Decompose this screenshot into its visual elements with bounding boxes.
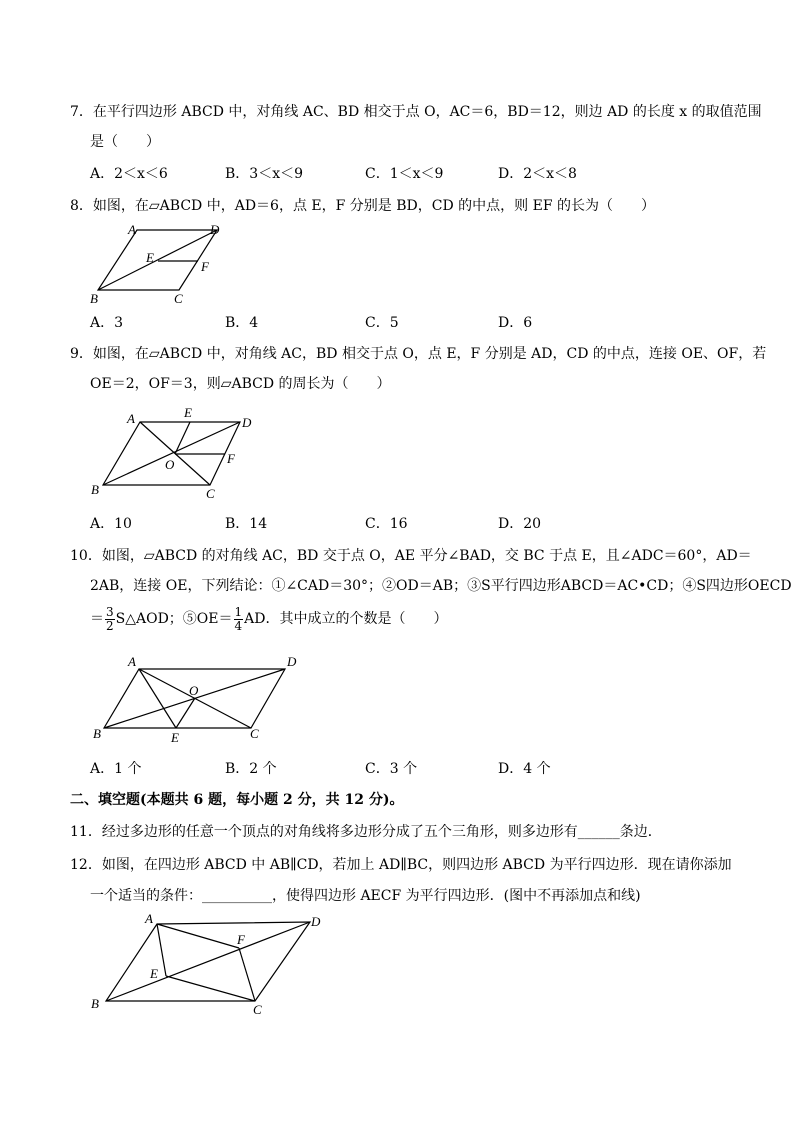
q10-option-c: C．3 个 xyxy=(365,761,418,777)
q9-label-b: B xyxy=(91,482,99,497)
q8-label-e: E xyxy=(146,250,154,265)
q11-line1: 11．经过多边形的任意一个顶点的对角线将多边形分成了五个三角形，则多边形有______条边． xyxy=(70,824,662,840)
q7-option-d: D．2＜x＜8 xyxy=(498,166,577,182)
q10-label-o: O xyxy=(189,683,199,698)
q10-segment-oe xyxy=(176,698,195,728)
q12-label-c: C xyxy=(253,1002,262,1017)
q9-label-c: C xyxy=(206,486,215,501)
q8-label-f: F xyxy=(201,259,209,274)
q9-label-e: E xyxy=(184,405,192,420)
q7-line1: 7．在平行四边形 ABCD 中，对角线 AC、BD 相交于点 O，AC＝6，BD＝12，则边 AD 的长度 x 的取值范围 xyxy=(70,104,762,120)
section2-heading: 二、填空题(本题共 6 题，每小题 2 分，共 12 分)。 xyxy=(70,792,404,808)
q8-label-c: C xyxy=(174,291,183,306)
q9-label-f: F xyxy=(227,451,235,466)
q12-line2: 一个适当的条件：__________，使得四边形 AECF 为平行四边形．(图中不再添加点和线) xyxy=(90,888,641,904)
q8-label-d: D xyxy=(210,222,220,237)
q10-option-b: B．2 个 xyxy=(225,761,277,777)
q9-option-b: B．14 xyxy=(225,516,268,532)
q8-option-b: B．4 xyxy=(225,315,259,331)
q12-figure xyxy=(85,910,330,1020)
q9-option-c: C．16 xyxy=(365,516,408,532)
q9-option-d: D．20 xyxy=(498,516,542,532)
q10-line1: 10．如图，▱ABCD 的对角线 AC，BD 交于点 O，AE 平分∠BAD，交 BC 于点 E，且∠ADC＝60°，AD＝ xyxy=(70,548,752,564)
q7-line2: 是（ ） xyxy=(90,134,160,150)
q12-segment-cf xyxy=(239,948,255,1001)
q7-option-b: B．3＜x＜9 xyxy=(225,166,303,182)
q7-option-c: C．1＜x＜9 xyxy=(365,166,444,182)
q8-option-d: D．6 xyxy=(498,315,533,331)
q10-frac2-den: 4 xyxy=(234,618,243,633)
q9-option-a: A．10 xyxy=(90,516,132,532)
q9-label-o: O xyxy=(165,457,175,472)
q12-label-f: F xyxy=(237,932,245,947)
q8-label-b: B xyxy=(90,291,98,306)
q10-figure xyxy=(85,650,315,745)
q10-label-a: A xyxy=(128,654,136,669)
q12-line1: 12．如图，在四边形 ABCD 中 AB∥CD，若加上 AD∥BC，则四边形 ABCD 为平行四边形．现在请你添加 xyxy=(70,857,732,873)
q10-frac1-num: 3 xyxy=(106,604,114,619)
q12-label-a: A xyxy=(145,911,153,926)
q10-segment-ae xyxy=(139,669,176,728)
q8-option-c: C．5 xyxy=(365,315,399,331)
q9-label-d: D xyxy=(242,415,252,430)
q12-segment-af xyxy=(157,924,239,948)
q10-label-d: D xyxy=(287,654,297,669)
q10-line3 xyxy=(90,604,448,634)
q10-line3-mid: S△AOD；⑤OE＝ xyxy=(115,611,233,627)
q8-option-a: A．3 xyxy=(90,315,124,331)
q12-label-d: D xyxy=(311,914,321,929)
q10-fraction-1-4 xyxy=(234,606,244,633)
q7-option-a: A．2＜x＜6 xyxy=(90,166,168,182)
q10-fraction-3-2 xyxy=(105,606,115,633)
q10-label-e: E xyxy=(171,730,179,745)
q9-segment-oe xyxy=(175,422,190,454)
q12-segment-ae xyxy=(157,924,166,976)
q10-frac1-den: 2 xyxy=(106,618,114,633)
q10-line2: 2AB，连接 OE，下列结论：①∠CAD＝30°；②OD＝AB；③S平行四边形ABCD＝AC•CD；④S四边形OECD xyxy=(90,578,792,594)
q10-option-a: A．1 个 xyxy=(90,761,142,777)
q10-line3-post: AD．其中成立的个数是（ ） xyxy=(244,611,448,627)
q10-label-b: B xyxy=(93,726,101,741)
q10-label-c: C xyxy=(250,726,259,741)
q8-diagonal-bd xyxy=(98,230,217,290)
q10-frac2-num: 1 xyxy=(234,604,243,619)
q12-segment-ce xyxy=(166,976,255,1001)
q12-label-e: E xyxy=(150,966,158,981)
q12-label-b: B xyxy=(91,996,99,1011)
q12-diagonal-bd xyxy=(106,922,310,1001)
q8-label-a: A xyxy=(128,222,136,237)
q8-figure xyxy=(80,220,240,310)
q10-line3-pre: ＝ xyxy=(90,611,104,627)
q9-label-a: A xyxy=(127,411,135,426)
q10-option-d: D．4 个 xyxy=(498,761,551,777)
q9-line1: 9．如图，在▱ABCD 中，对角线 AC，BD 相交于点 O，点 E，F 分别是 AD，CD 的中点，连接 OE、OF，若 xyxy=(70,346,767,362)
q8-line1: 8．如图，在▱ABCD 中，AD＝6，点 E，F 分别是 BD，CD 的中点，则 EF 的长为（ ） xyxy=(70,198,655,214)
q9-line2: OE＝2，OF＝3，则▱ABCD 的周长为（ ） xyxy=(90,376,391,392)
q9-figure xyxy=(85,404,265,504)
